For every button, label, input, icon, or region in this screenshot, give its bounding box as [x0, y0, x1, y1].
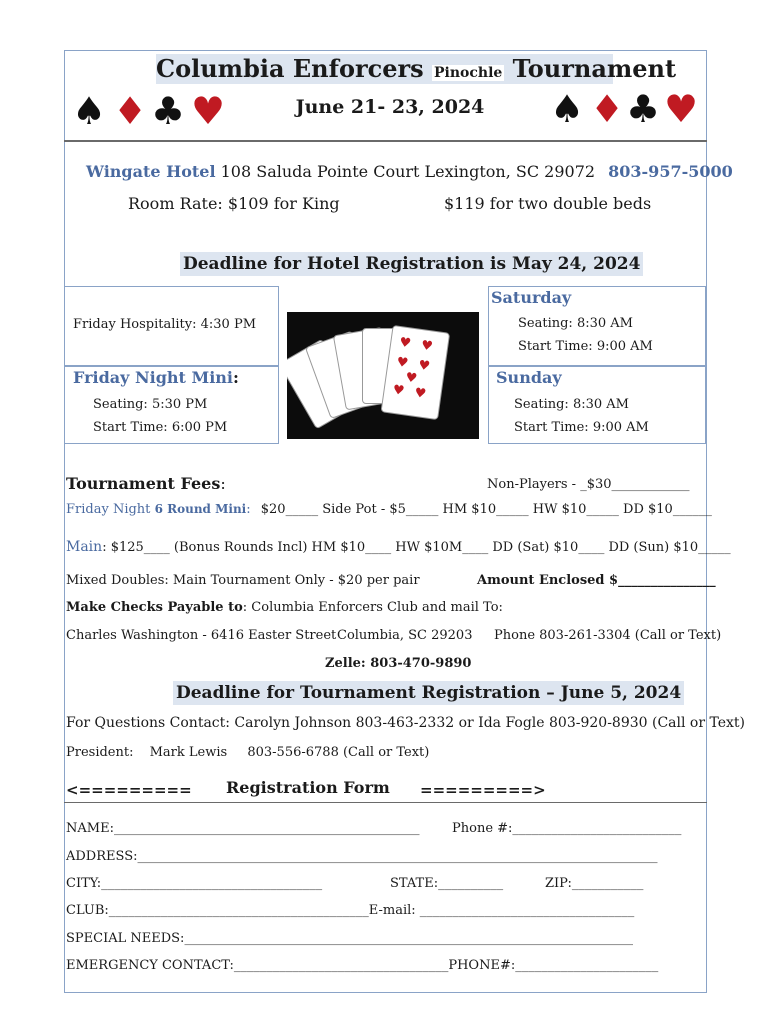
spade-icon: ♠ — [550, 87, 585, 131]
city-field[interactable]: CITY:__________________________________ — [66, 876, 323, 891]
sunday-heading: Sunday — [496, 368, 562, 387]
diamond-icon: ♦ — [590, 87, 625, 131]
form-arrow-left: <========= — [66, 781, 192, 799]
checks-payable-text: : Columbia Enforcers Club and mail To: — [242, 600, 503, 615]
special-needs-field[interactable]: SPECIAL NEEDS:_____________________________________________________________________ — [66, 931, 633, 946]
heart-icon: ♥ — [404, 370, 419, 387]
heart-icon: ♥ — [664, 87, 699, 131]
hotel-name: Wingate Hotel — [86, 162, 216, 181]
card — [381, 325, 451, 420]
phone-field[interactable]: Phone #:__________________________ — [452, 821, 682, 836]
main-fees-line — [66, 539, 731, 555]
friday-mini-heading-text: Friday Night Mini — [73, 368, 233, 387]
page-title — [156, 54, 677, 84]
title-right: Tournament — [512, 54, 677, 83]
hotel-address: 108 Saluda Pointe Court Lexington, SC 29072 — [220, 162, 596, 181]
spade-icon: ♠ — [72, 89, 107, 133]
form-divider — [64, 802, 707, 803]
mixed-doubles: Mixed Doubles: Main Tournament Only - $20 per pair — [66, 573, 420, 588]
amount-enclosed: Amount Enclosed $_______________ — [477, 573, 716, 588]
playing-cards-image — [287, 312, 479, 439]
friday-mini-colon: : — [233, 368, 239, 387]
mail-name: Charles Washington - 6416 Easter Street — [66, 628, 337, 643]
friday-fees-line — [66, 502, 712, 517]
heart-icon: ♥ — [420, 338, 434, 355]
event-dates: June 21- 23, 2024 — [295, 96, 485, 118]
fees-heading-colon: : — [220, 474, 226, 493]
sunday-seating: Seating: 8:30 AM — [514, 397, 629, 412]
sunday-start: Start Time: 9:00 AM — [514, 420, 649, 435]
friday-mini-seating: Seating: 5:30 PM — [93, 397, 208, 412]
club-icon: ♣ — [151, 89, 186, 133]
saturday-start: Start Time: 9:00 AM — [518, 339, 653, 354]
club-icon: ♣ — [626, 87, 661, 131]
friday-mini-heading — [73, 368, 239, 387]
mail-phone: Phone 803-261-3304 (Call or Text) — [494, 628, 722, 643]
mail-city: Columbia, SC 29203 — [337, 628, 473, 643]
fees-heading-text: Tournament Fees — [66, 474, 221, 493]
room-rate-king: Room Rate: $109 for King — [128, 194, 340, 213]
friday-fees-colon: : — [246, 502, 251, 517]
friday-mini-start: Start Time: 6:00 PM — [93, 420, 228, 435]
questions-contact: For Questions Contact: Carolyn Johnson 803-463-2332 or Ida Fogle 803-920-8930 (Call or Text) — [66, 715, 746, 731]
header-divider — [64, 140, 707, 142]
form-arrow-right: =========> — [420, 781, 546, 799]
checks-payable — [66, 600, 503, 615]
friday-fees-label-small: 6 Round Mini — [150, 502, 247, 516]
club-email-field[interactable]: CLUB:________________________________________E-mail: _________________________________ — [66, 903, 635, 918]
tournament-deadline: Deadline for Tournament Registration – June 5, 2024 — [173, 681, 684, 705]
non-players-fee: Non-Players - _$30____________ — [487, 477, 690, 492]
hotel-phone: 803-957-5000 — [608, 162, 733, 181]
friday-fees-items: $20_____ Side Pot - $5_____ HM $10_____ HW $10_____ DD $10______ — [260, 502, 712, 517]
title-pinochle: Pinochle — [434, 65, 503, 81]
president-label: President: — [66, 745, 134, 760]
president-name: Mark Lewis — [149, 745, 228, 760]
zelle: Zelle: 803-470-9890 — [325, 656, 472, 671]
form-title: Registration Form — [222, 778, 394, 797]
heart-icon: ♥ — [391, 382, 406, 400]
saturday-seating: Seating: 8:30 AM — [518, 316, 633, 331]
friday-hospitality: Friday Hospitality: 4:30 PM — [73, 317, 257, 332]
state-field[interactable]: STATE:__________ — [390, 876, 504, 891]
room-rate-double: $119 for two double beds — [444, 194, 652, 213]
address-field[interactable]: ADDRESS:________________________________________________________________________________ — [66, 849, 658, 864]
friday-fees-label: Friday Night — [66, 502, 151, 517]
heart-icon: ♥ — [398, 335, 412, 352]
hotel-deadline: Deadline for Hotel Registration is May 24, 2024 — [180, 252, 643, 276]
zip-field[interactable]: ZIP:___________ — [545, 876, 644, 891]
hotel-line — [86, 162, 733, 181]
checks-payable-label: Make Checks Payable to — [66, 600, 243, 615]
heart-icon: ♥ — [191, 89, 226, 133]
title-left: Columbia Enforcers — [156, 54, 424, 83]
emergency-contact-field[interactable]: EMERGENCY CONTACT:_________________________________PHONE#:______________________ — [66, 958, 659, 973]
saturday-heading: Saturday — [491, 288, 572, 307]
heart-icon: ♥ — [395, 354, 410, 372]
main-fees-items: : $125____ (Bonus Rounds Incl) HM $10____ HW $10M____ DD (Sat) $10____ DD (Sun) $10_____ — [102, 540, 731, 555]
president-line — [66, 745, 429, 760]
diamond-icon: ♦ — [113, 89, 148, 133]
main-fees-label: Main — [66, 539, 103, 555]
president-phone: 803-556-6788 (Call or Text) — [247, 745, 430, 760]
heart-icon: ♥ — [417, 357, 431, 375]
name-field[interactable]: NAME:_______________________________________________ — [66, 821, 420, 836]
heart-icon: ♥ — [413, 385, 428, 403]
fees-heading — [66, 474, 226, 493]
